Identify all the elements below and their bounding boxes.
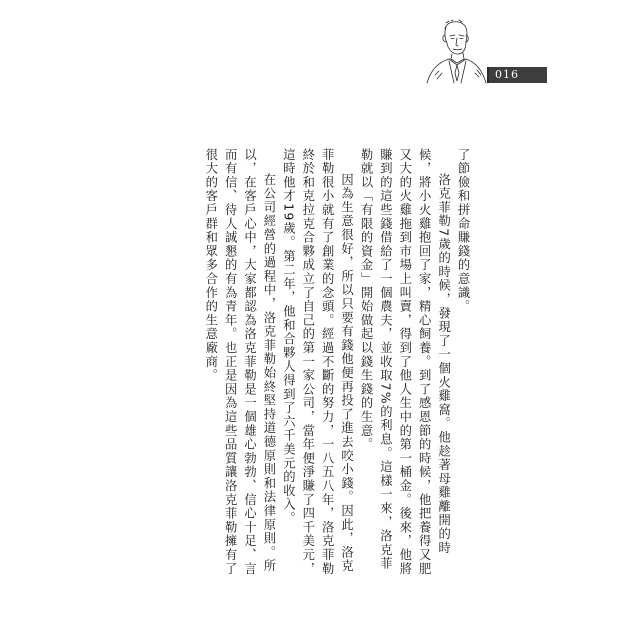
portrait-sketch-icon: [415, 15, 495, 85]
page-number: 016: [495, 68, 519, 81]
body-text-block: [150, 148, 472, 580]
paragraph-2: 洛克菲勒7歲的時候，發現了一個火雞窩。他趁著母雞離開的時候，將小火雞抱回了家，精心飼養。到了感恩節的時候，他把養得又肥又大的火雞拖到市場上叫賣，得到了他人生中的第一桶金。後來，他將賺到的這些錢借給了一個農夫，並收取7%的利息。這樣一來，洛克菲勒就以「有限的資金」開始做起以錢生錢的生意。: [358, 148, 451, 576]
paragraph-1: 了節儉和拼命賺錢的意識。: [456, 148, 470, 314]
vertical-text-column: [150, 148, 472, 580]
paragraph-4: 在公司經營的過程中，洛克菲勒始終堅持道德原則和法律原則。所以，在客戶心中，大家都認為洛克菲勒是一個雄心勃勃、信心十足、言而有信、待人誠懇的有為青年。也正是因為這些品質讓洛克菲勒擁有了很大的客戶群和眾多合作的生意廠商。: [203, 148, 276, 576]
page-number-band: [487, 67, 547, 83]
paragraph-3: 因為生意很好，所以只要有錢他便再投了進去咬小錢。因此，洛克菲勒很小就有了創業的念頭。經過不斷的努力，一八五八年，洛克菲勒終於和克拉克合夥成立了自己的第一家公司，當年便淨賺了四千美元，這時他才19歲。第二年，他和合夥人得到了六千美元的收入。: [281, 148, 354, 576]
